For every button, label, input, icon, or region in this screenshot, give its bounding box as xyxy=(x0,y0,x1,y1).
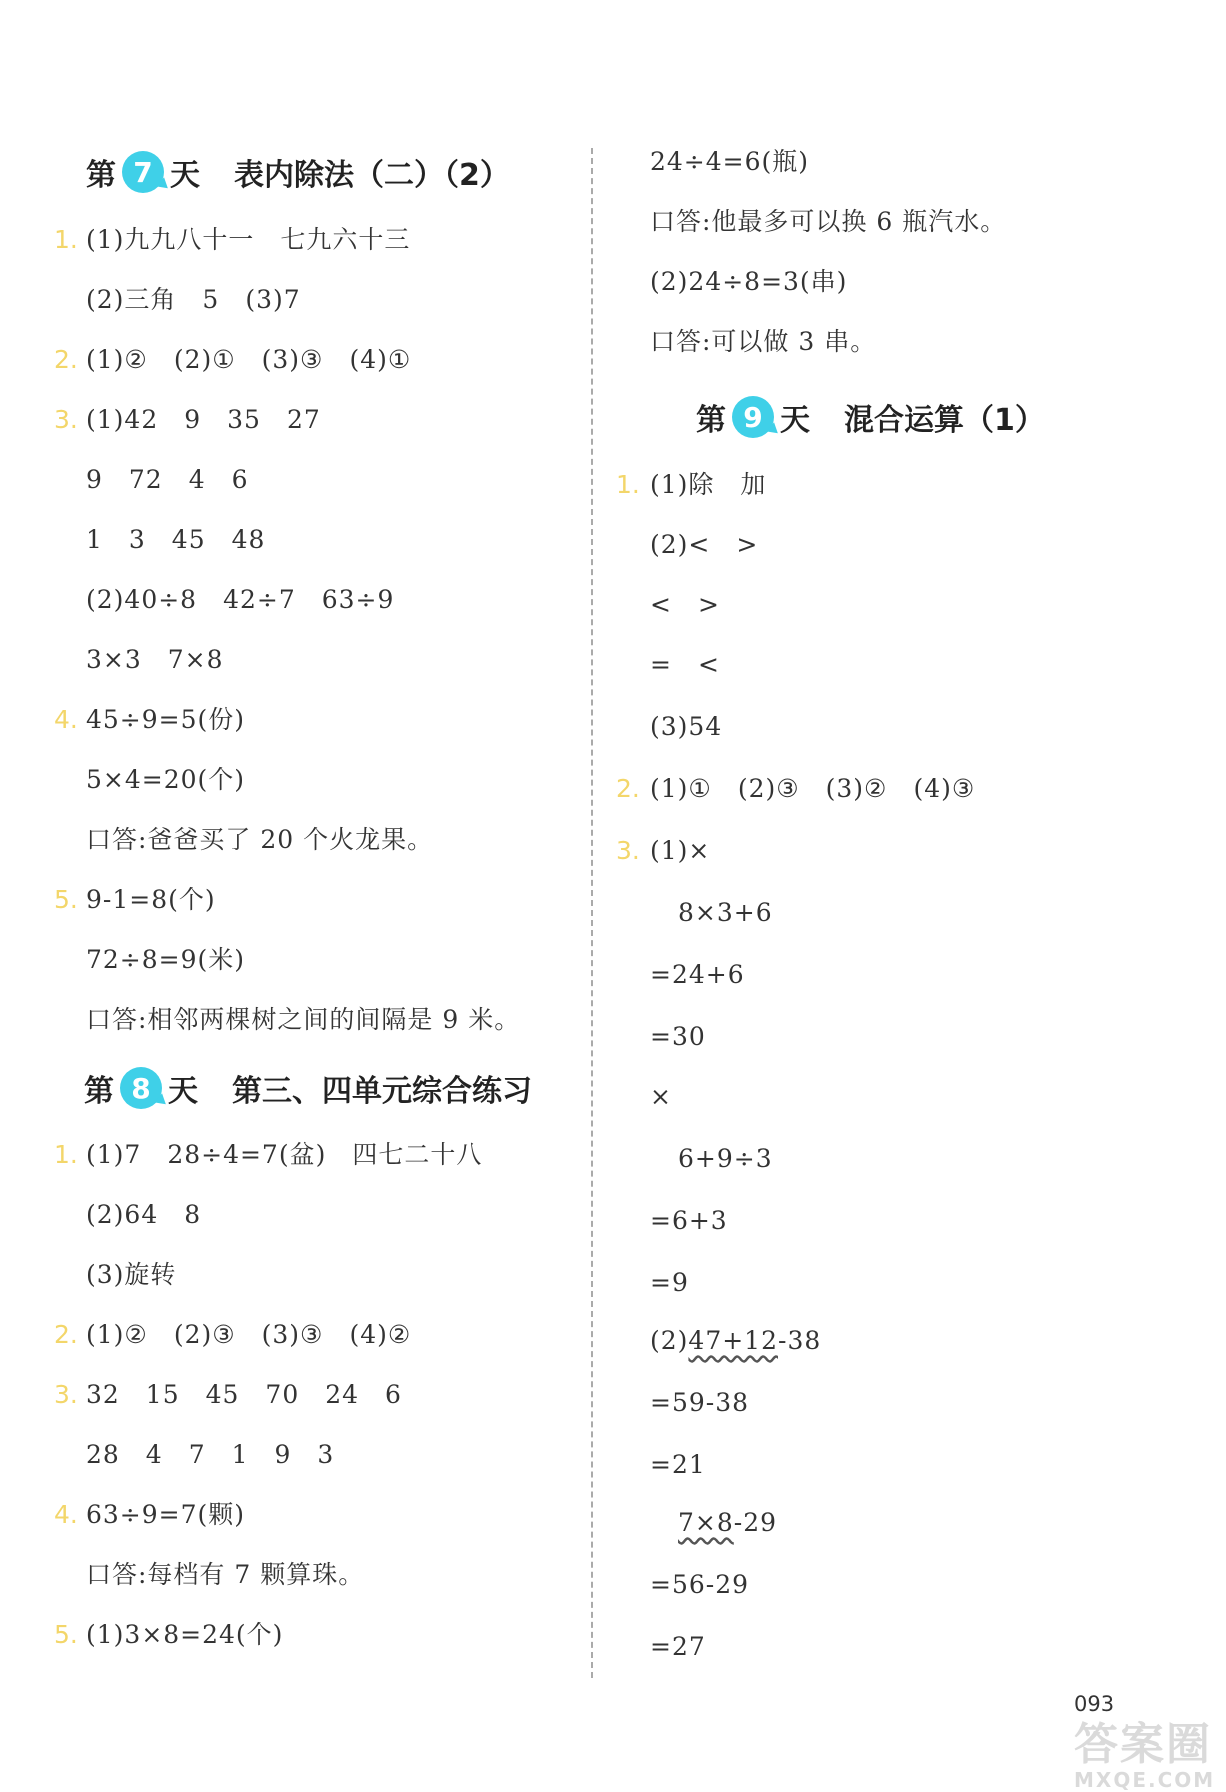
q9-1-line-a: (1)除 加 xyxy=(650,470,767,499)
q8-1-line-b: (2)64 8 xyxy=(86,1200,202,1229)
q8-2-line: (1)② (2)③ (3)③ (4)② xyxy=(86,1320,412,1349)
q9-3-line-l-suffix: -29 xyxy=(733,1508,778,1537)
q8-5-answer-1: 口答:他最多可以换 6 瓶汽水。 xyxy=(650,207,1007,236)
day7-title: 表内除法（二）（2） xyxy=(234,158,510,193)
q7-1-number: 1. xyxy=(54,225,78,254)
q7-4-answer: 口答:爸爸买了 20 个火龙果。 xyxy=(86,825,434,854)
q7-3-line-d: (2)40÷8 42÷7 63÷9 xyxy=(86,585,395,614)
q9-3-line-l-wavy: 7×8 xyxy=(678,1508,734,1537)
q7-4-line-a: 45÷9=5(份) xyxy=(86,705,246,734)
q9-3-line-l xyxy=(678,1508,777,1538)
q7-2-number: 2. xyxy=(54,345,78,374)
q8-3-line-b: 28 4 7 1 9 3 xyxy=(86,1440,335,1469)
q9-1-line-e: (3)54 xyxy=(650,712,723,741)
day9-suffix: 天 xyxy=(780,403,810,438)
q9-3-line-i-wavy: 47+12 xyxy=(688,1326,778,1355)
q9-3-number: 3. xyxy=(616,836,640,865)
q8-5-answer-2: 口答:可以做 3 串。 xyxy=(650,327,877,356)
watermark-logo-text: 答案圈 xyxy=(1074,1719,1212,1770)
q7-3-line-a: (1)42 9 35 27 xyxy=(86,405,321,434)
q9-3-line-b: 8×3+6 xyxy=(678,898,773,927)
day9-prefix: 第 xyxy=(696,403,726,438)
watermark-url: MXQE.COM xyxy=(1074,1768,1216,1792)
q7-5-number: 5. xyxy=(54,885,78,914)
q7-3-number: 3. xyxy=(54,405,78,434)
q9-3-line-h: =9 xyxy=(650,1268,689,1297)
q7-5-answer: 口答:相邻两棵树之间的间隔是 9 米。 xyxy=(86,1005,521,1034)
q9-3-line-e: × xyxy=(650,1082,672,1111)
day9-badge: 9 xyxy=(732,396,774,438)
q9-3-line-j: =59-38 xyxy=(650,1388,750,1417)
q8-2-number: 2. xyxy=(54,1320,78,1349)
day8-prefix: 第 xyxy=(84,1074,114,1109)
q9-3-line-a: (1)× xyxy=(650,836,711,865)
day7-heading xyxy=(86,148,510,196)
q9-2-line: (1)① (2)③ (3)② (4)③ xyxy=(650,774,976,803)
q8-4-answer: 口答:每档有 7 颗算珠。 xyxy=(86,1560,365,1589)
q9-3-line-c: =24+6 xyxy=(650,960,745,989)
day8-title: 第三、四单元综合练习 xyxy=(232,1074,532,1109)
q9-1-line-b: (2)< > xyxy=(650,530,759,559)
column-divider xyxy=(591,148,593,1678)
q9-3-line-g: =6+3 xyxy=(650,1206,728,1235)
q8-5-number: 5. xyxy=(54,1620,78,1649)
q8-1-number: 1. xyxy=(54,1140,78,1169)
q9-3-line-m: =56-29 xyxy=(650,1570,750,1599)
q8-1-line-c: (3)旋转 xyxy=(86,1260,177,1289)
q7-4-line-b: 5×4=20(个) xyxy=(86,765,246,794)
day9-title: 混合运算（1） xyxy=(844,403,1045,438)
q7-1-line-a: (1)九九八十一 七九六十三 xyxy=(86,225,411,254)
q7-5-line-a: 9-1=8(个) xyxy=(86,885,216,914)
watermark xyxy=(1074,1708,1224,1792)
q8-4-line-a: 63÷9=7(颗) xyxy=(86,1500,246,1529)
q9-1-number: 1. xyxy=(616,470,640,499)
q8-4-number: 4. xyxy=(54,1500,78,1529)
q9-1-line-c: < > xyxy=(650,590,720,619)
day8-heading xyxy=(84,1064,532,1112)
q9-3-line-k: =21 xyxy=(650,1450,706,1479)
q7-5-line-b: 72÷8=9(米) xyxy=(86,945,246,974)
day8-badge: 8 xyxy=(120,1067,162,1109)
q8-5-line-c: (2)24÷8=3(串) xyxy=(650,267,848,296)
q8-5-line-b: 24÷4=6(瓶) xyxy=(650,147,810,176)
q7-4-number: 4. xyxy=(54,705,78,734)
q9-3-line-i-suffix: -38 xyxy=(778,1326,822,1355)
q7-3-line-b: 9 72 4 6 xyxy=(86,465,249,494)
day7-prefix: 第 xyxy=(86,158,116,193)
day7-badge: 7 xyxy=(122,151,164,193)
q8-1-line-a: (1)7 28÷4=7(盆) 四七二十八 xyxy=(86,1140,483,1169)
q8-3-line-a: 32 15 45 70 24 6 xyxy=(86,1380,402,1409)
q8-3-number: 3. xyxy=(54,1380,78,1409)
q7-2-line: (1)② (2)① (3)③ (4)① xyxy=(86,345,412,374)
q7-3-line-c: 1 3 45 48 xyxy=(86,525,266,554)
day7-suffix: 天 xyxy=(170,158,200,193)
q9-3-line-i-prefix: (2) xyxy=(650,1326,689,1355)
day9-heading xyxy=(696,393,1045,441)
q7-1-line-b: (2)三角 5 (3)7 xyxy=(86,285,301,314)
page-number: 093 xyxy=(1074,1692,1115,1716)
q9-3-line-f: 6+9÷3 xyxy=(678,1144,773,1173)
q9-3-line-d: =30 xyxy=(650,1022,706,1051)
q9-3-line-n: =27 xyxy=(650,1632,706,1661)
q9-2-number: 2. xyxy=(616,774,640,803)
day8-suffix: 天 xyxy=(168,1074,198,1109)
q9-3-line-i xyxy=(650,1326,821,1356)
q7-3-line-e: 3×3 7×8 xyxy=(86,645,224,674)
q8-5-line-a: (1)3×8=24(个) xyxy=(86,1620,284,1649)
q9-1-line-d: = < xyxy=(650,650,720,679)
